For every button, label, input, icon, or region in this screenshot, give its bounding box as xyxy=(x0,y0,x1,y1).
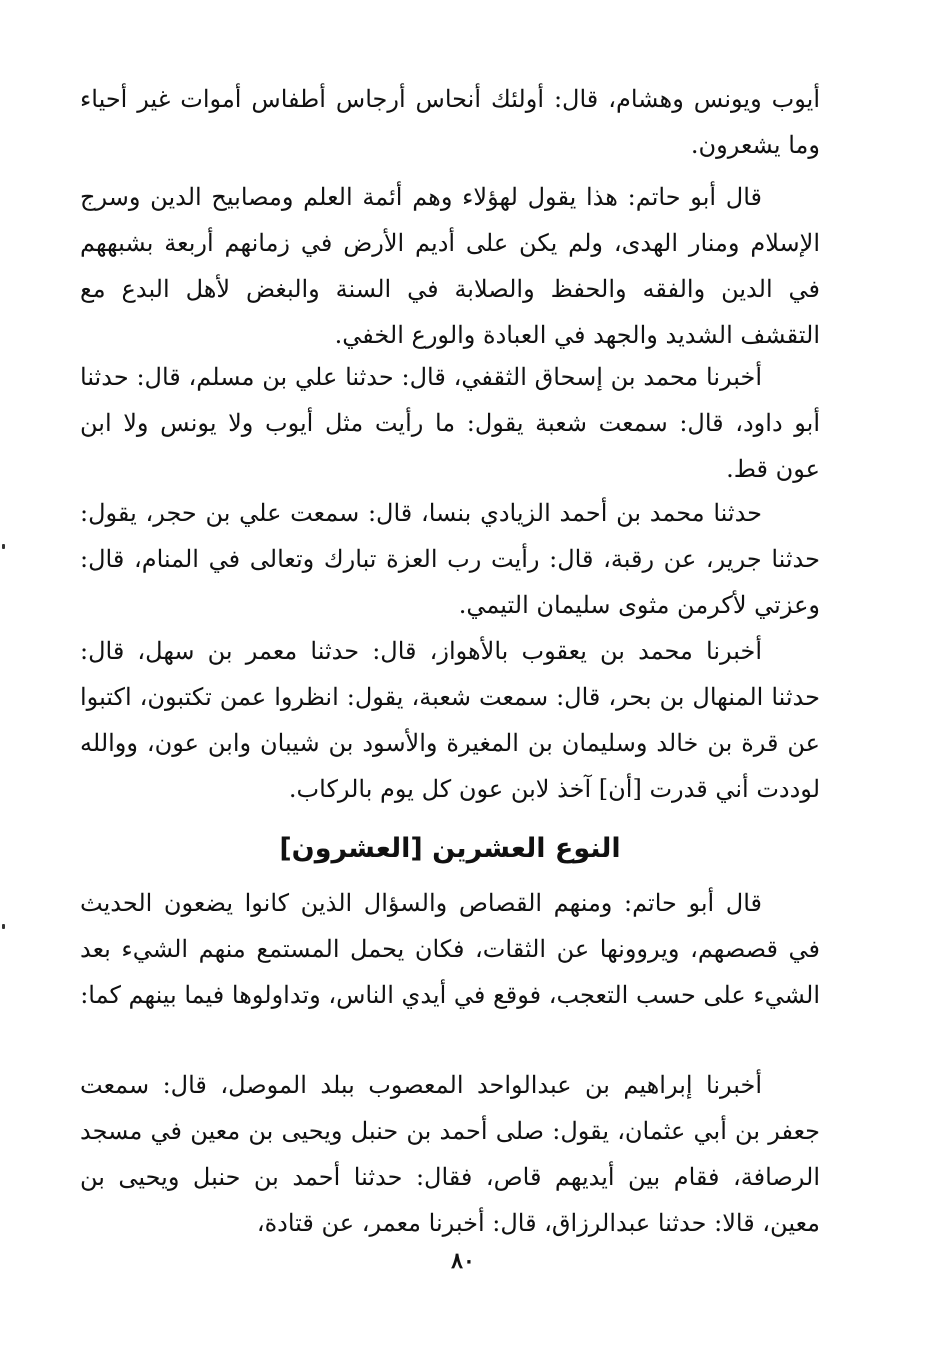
paragraph-text: أيوب ويونس وهشام، قال: أولئك أنحاس أرجاس أطفاس أموات غير أحياء وما يشعرون. xyxy=(80,85,820,159)
paragraph-text: حدثنا محمد بن أحمد الزيادي بنسا، قال: سمعت علي بن حجر، يقول: حدثنا جرير، عن رقبة، قال: رأيت رب العزة تبارك وتعالى في المنام، قال: وعزتي لأكرمن مثوى سليمان التيمي. xyxy=(80,499,820,619)
paragraph-ahwaz-narration xyxy=(80,628,820,812)
paragraph-text: أخبرنا محمد بن إسحاق الثقفي، قال: حدثنا علي بن مسلم، قال: حدثنا أبو داود، قال: سمعت شعبة يقول: ما رأيت مثل أيوب ولا يونس ولا ابن عون قط. xyxy=(80,363,820,483)
paragraph-thaqafi-narration xyxy=(80,354,820,492)
section-heading: النوع العشرين [العشرون] xyxy=(279,833,621,864)
paragraph-ziyadi-narration xyxy=(80,490,820,628)
paragraph-text: أخبرنا محمد بن يعقوب بالأهواز، قال: حدثنا معمر بن سهل، قال: حدثنا المنهال بن بحر، قال: سمعت شعبة، يقول: انظروا عمن تكتبون، اكتبوا عن قرة بن خالد وسليمان بن المغيرة والأسود بن شيبان وابن عون، ووالله لوددت أني قدرت [أن] آخذ لابن عون كل يوم بالركاب. xyxy=(80,637,820,803)
scan-mark xyxy=(2,924,5,929)
scan-mark xyxy=(2,544,5,549)
paragraph-text: قال أبو حاتم: هذا يقول لهؤلاء وهم أئمة العلم ومصابيح الدين وسرج الإسلام ومنار الهدى، ولم يكن على أديم الأرض في زمانهم أربعة بشبههم في الدين والفقه والحفظ والصلابة في السنة والبغض لأهل البدع مع التقشف الشديد والجهد في العبادة والورع الخفي. xyxy=(80,183,820,349)
paragraph-storytellers xyxy=(80,880,820,1018)
paragraph-abu-hatim-imams xyxy=(80,174,820,358)
paragraph-text: أخبرنا إبراهيم بن عبدالواحد المعصوب ببلد الموصل، قال: سمعت جعفر بن أبي عثمان، يقول: صلى أحمد بن حنبل ويحيى بن معين في مسجد الرصافة، فقام بين أيديهم قاص، فقال: حدثنا أحمد بن حنبل ويحيى بن معين، قالا: حدثنا عبدالرزاق، قال: أخبرنا معمر، عن قتادة، xyxy=(80,1071,820,1237)
paragraph-text: قال أبو حاتم: ومنهم القصاص والسؤال الذين كانوا يضعون الحديث في قصصهم، ويروونها عن الثقات، فكان يحمل المستمع منهم الشيء بعد الشيء على حسب التعجب، فوقع في أيدي الناس، وتداولوها فيما بينهم كما: xyxy=(80,889,820,1009)
paragraph-mosul-narration xyxy=(80,1062,820,1246)
page-number: ٨٠ xyxy=(451,1248,475,1274)
paragraph-ayyub-yunus xyxy=(80,76,820,168)
